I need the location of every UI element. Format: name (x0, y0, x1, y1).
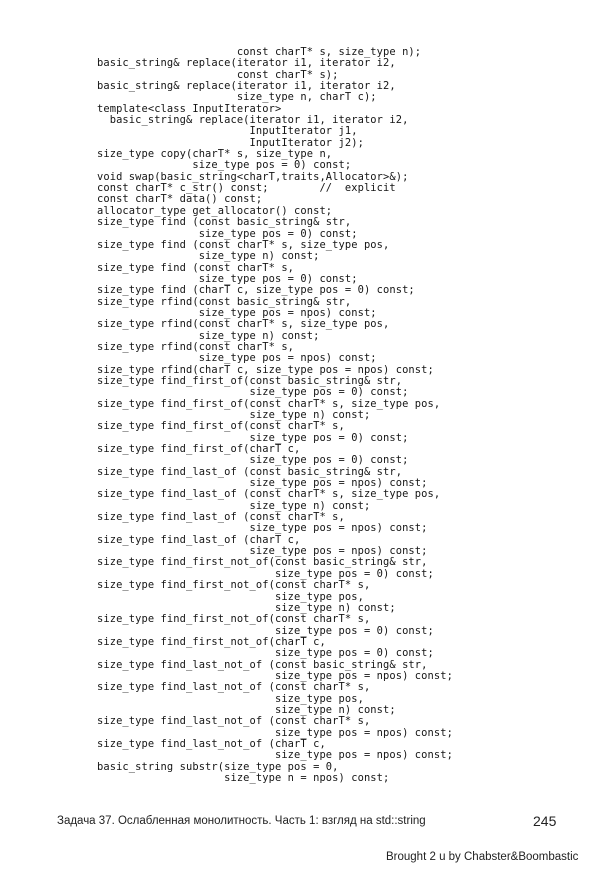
code-line: size_type n) const; (97, 499, 371, 512)
code-line: size_type find (charT c, size_type pos = 0) const; (97, 284, 415, 297)
code-line: const charT* s); (97, 68, 339, 81)
code-line: size_type pos, (97, 590, 364, 603)
page-number: 245 (533, 813, 557, 829)
code-line: size_type n, charT c); (97, 91, 377, 104)
code-line: size_type pos = 0) const; (97, 227, 358, 240)
running-footer-title: Задача 37. Ослабленная монолитность. Часть 1: взгляд на std::string (57, 815, 426, 827)
code-listing (97, 47, 453, 784)
code-line: size_type find_last_of (charT c, (97, 533, 301, 546)
code-line: basic_string& replace(iterator i1, iterator i2, (97, 114, 409, 127)
code-line: size_type find_first_of(charT c, (97, 443, 301, 456)
code-line: size_type n) const; (97, 703, 396, 716)
code-line: size_type find_last_of (const charT* s, size_type pos, (97, 488, 441, 501)
code-line: size_type find_last_not_of (const charT* s, (97, 681, 371, 694)
code-line: size_type rfind(const basic_string& str, (97, 295, 352, 308)
code-line: size_type n = npos) const; (97, 772, 390, 784)
code-line: size_type find_first_of(const charT* s, size_type pos, (97, 397, 441, 410)
code-line: basic_string& replace(iterator i1, iterator i2, (97, 57, 396, 70)
code-line: const charT* s, size_type n); (97, 46, 422, 58)
code-line: size_type pos = 0) const; (97, 454, 409, 467)
code-line: size_type find (const charT* s, size_type pos, (97, 238, 390, 251)
code-line: size_type pos = 0) const; (97, 431, 409, 444)
code-line: void swap(basic_string<charT,traits,Allocator>&); (97, 170, 409, 183)
code-line: size_type pos = npos) const; (97, 522, 428, 535)
code-line: size_type n) const; (97, 329, 320, 342)
code-line: size_type find (const basic_string& str, (97, 216, 352, 229)
code-line: size_type find_last_not_of (charT c, (97, 737, 326, 750)
code-line: size_type find_first_of(const charT* s, (97, 420, 345, 433)
code-line: size_type find_first_of(const basic_string& str, (97, 374, 403, 387)
code-line: size_type find_first_not_of(const basic_string& str, (97, 556, 428, 569)
code-line: InputIterator j2); (97, 136, 364, 149)
code-line: size_type find_last_not_of (const charT* s, (97, 715, 371, 728)
code-line: size_type pos = 0) const; (97, 386, 409, 399)
code-line: size_type find_last_not_of (const basic_string& str, (97, 658, 428, 671)
code-line: size_type pos = npos) const; (97, 726, 453, 739)
code-line: size_type rfind(const charT* s, (97, 340, 295, 353)
code-line: size_type pos = npos) const; (97, 749, 453, 762)
code-line: size_type pos = 0) const; (97, 159, 352, 172)
code-line: size_type pos = 0) const; (97, 647, 434, 660)
code-line: size_type copy(charT* s, size_type n, (97, 148, 333, 161)
code-line: size_type find (const charT* s, (97, 261, 295, 274)
code-line: size_type pos = npos) const; (97, 352, 377, 365)
code-line: basic_string& replace(iterator i1, iterator i2, (97, 80, 396, 93)
code-line: InputIterator j1, (97, 125, 358, 138)
code-line: size_type n) const; (97, 601, 396, 614)
code-line: size_type n) const; (97, 250, 320, 263)
code-line: size_type pos = 0) const; (97, 272, 358, 285)
code-line: const charT* c_str() const; // explicit (97, 182, 396, 195)
code-line: size_type pos = npos) const; (97, 545, 428, 558)
code-line: size_type n) const; (97, 409, 371, 421)
code-line: size_type pos = npos) const; (97, 477, 428, 490)
credit-line: Brought 2 u by Chabster&Boombastic (386, 851, 579, 863)
code-line: allocator_type get_allocator() const; (97, 204, 333, 217)
code-line: size_type find_last_of (const charT* s, (97, 511, 345, 524)
code-line: size_type pos, (97, 692, 364, 705)
code-line: size_type rfind(const charT* s, size_type pos, (97, 318, 390, 331)
code-line: const charT* data() const; (97, 193, 263, 206)
code-line: basic_string substr(size_type pos = 0, (97, 760, 339, 773)
code-line: size_type find_first_not_of(const charT* s, (97, 613, 371, 626)
code-line: template<class InputIterator> (97, 102, 282, 115)
code-line: size_type find_first_not_of(const charT* s, (97, 579, 371, 592)
code-line: size_type find_first_not_of(charT c, (97, 635, 326, 648)
code-line: size_type rfind(charT c, size_type pos = npos) const; (97, 363, 434, 376)
code-line: size_type pos = npos) const; (97, 669, 453, 682)
code-line: size_type find_last_of (const basic_string& str, (97, 465, 403, 478)
code-line: size_type pos = 0) const; (97, 624, 434, 637)
code-line: size_type pos = 0) const; (97, 567, 434, 580)
code-line: size_type pos = npos) const; (97, 306, 377, 319)
